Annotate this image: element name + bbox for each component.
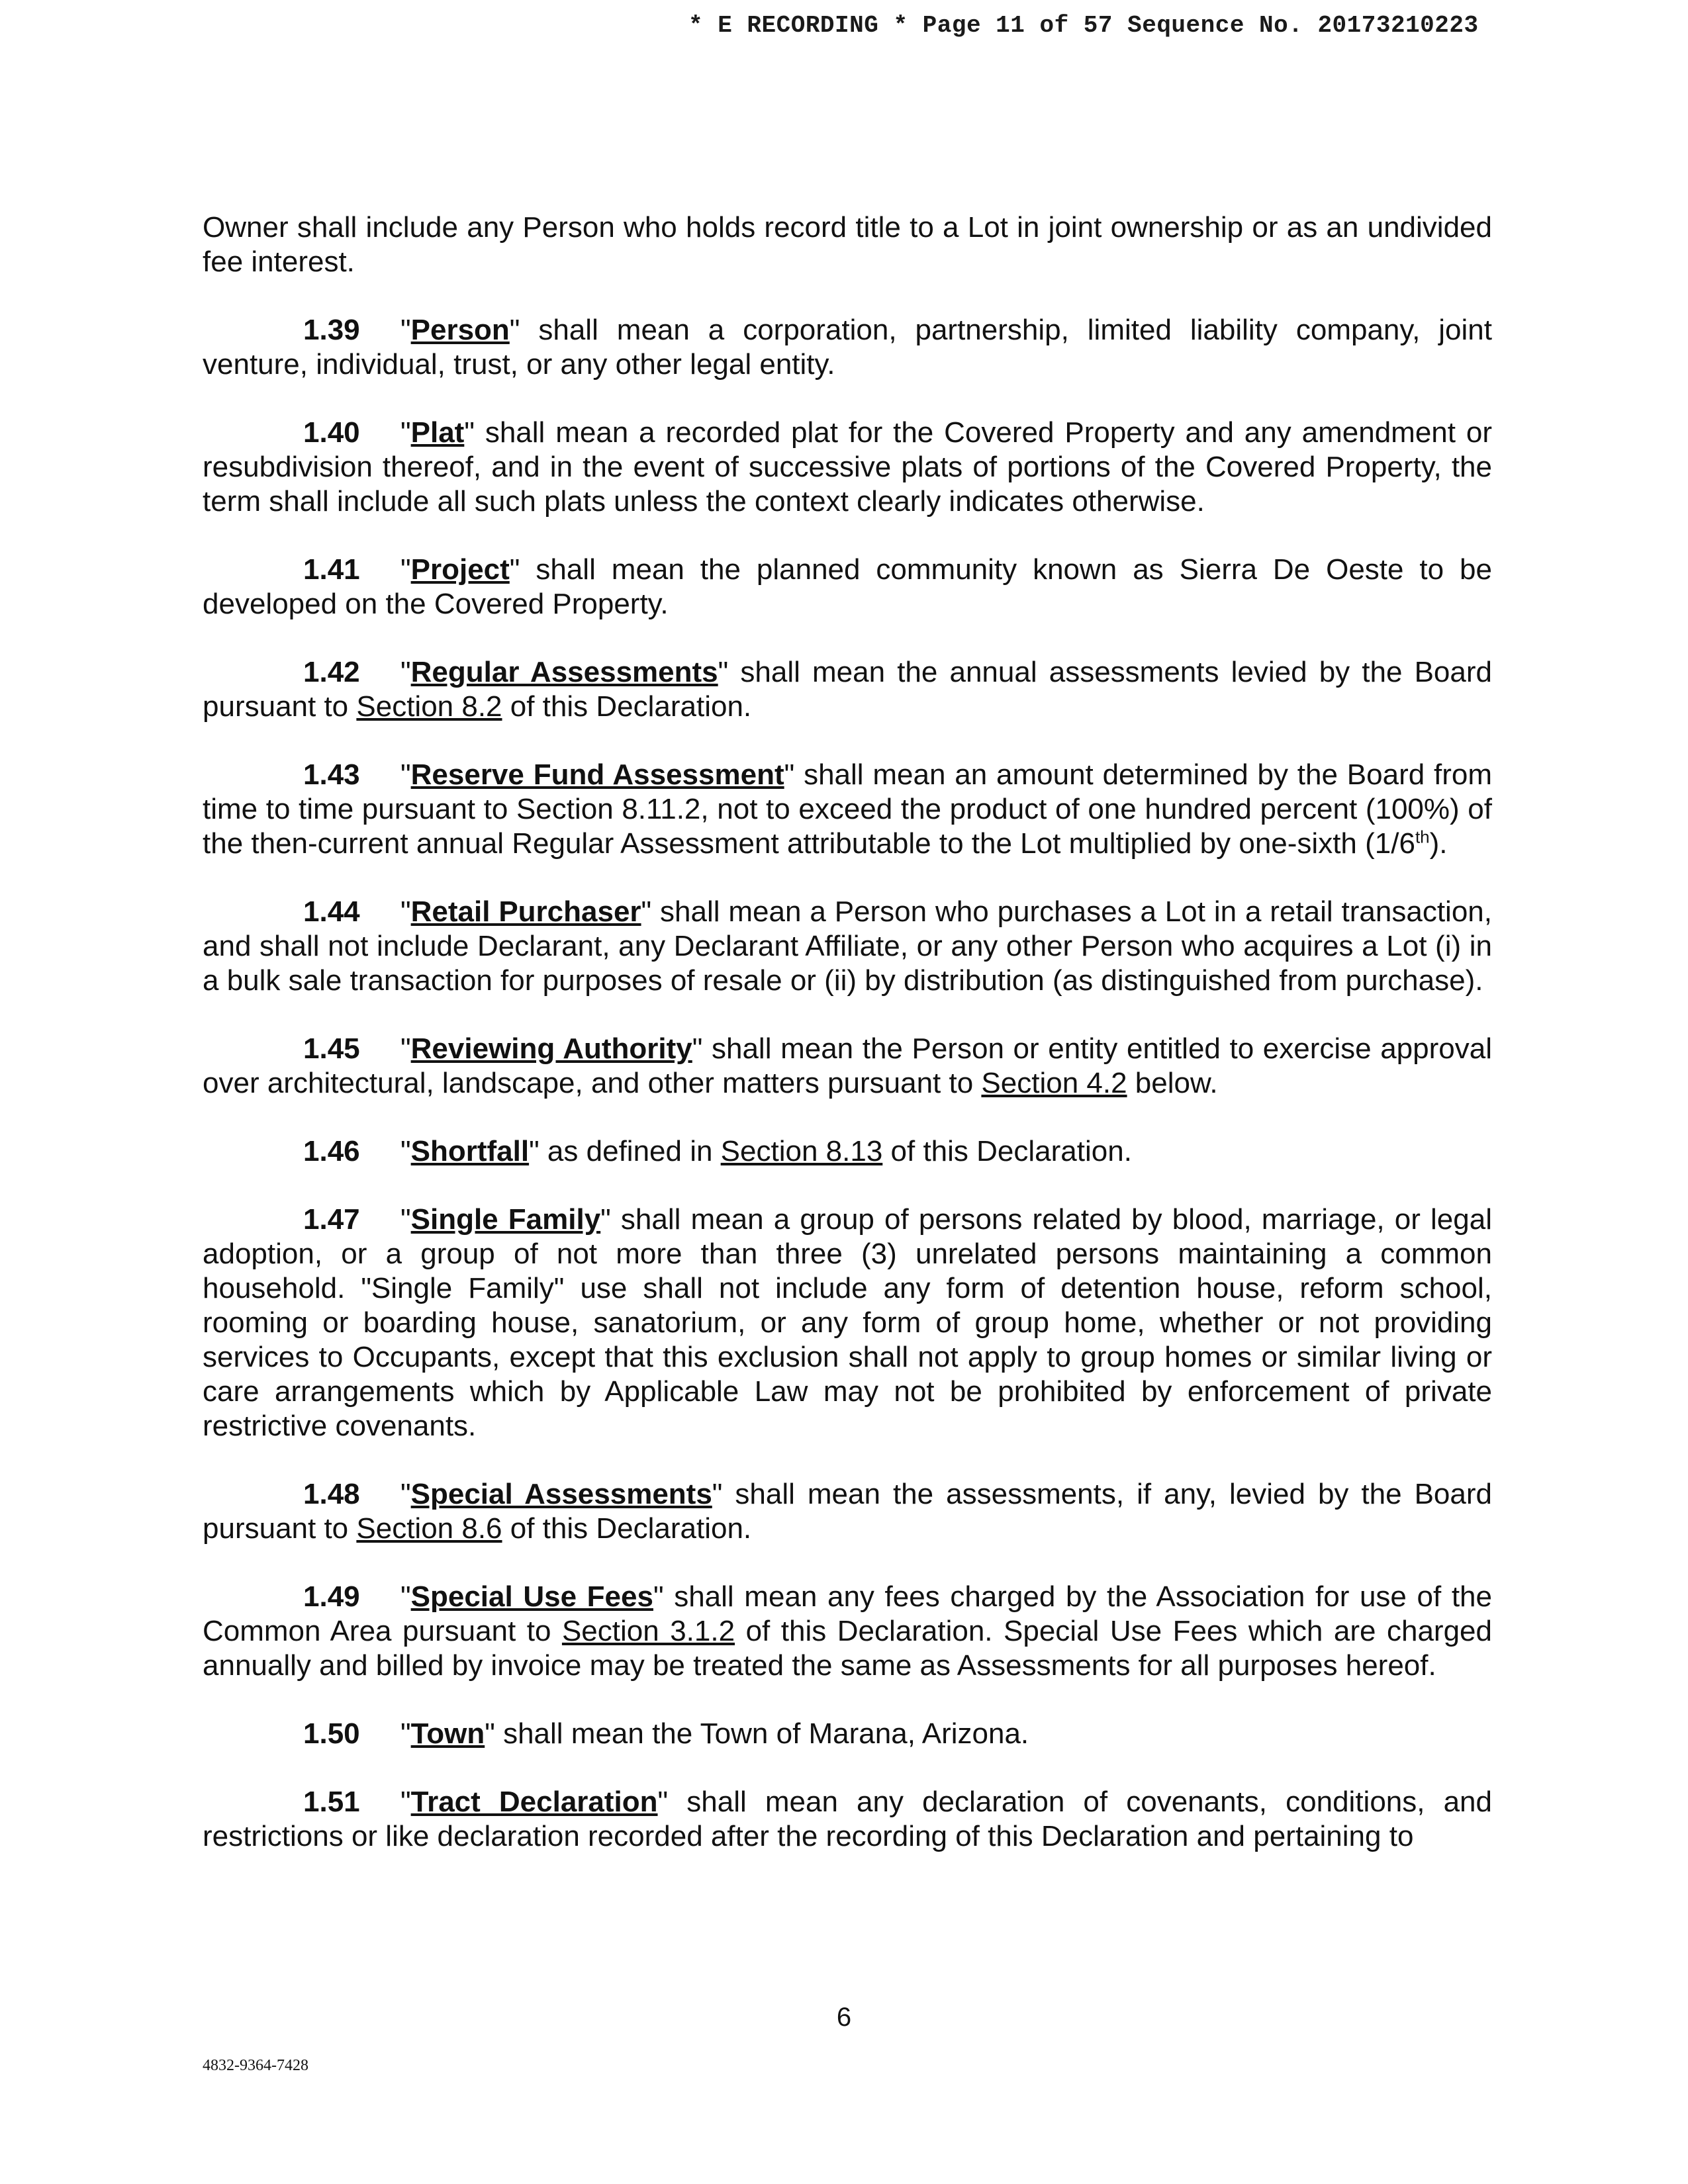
definition-text: shall mean a recorded plat for the Covered Property and any amendment or resubdivision thereof, and in the event of successive plats of portions of the Covered Property, the term shall include all such plats unless the context clearly indicates otherwise. <box>203 416 1492 518</box>
definition-text: shall mean the assessments, if any, levied by the Board pursuant to <box>203 1478 1492 1545</box>
section-number: 1.51 <box>303 1786 360 1818</box>
superscript: th <box>1415 827 1430 847</box>
definition-1-43: 1.43 "Reserve Fund Assessment" shall mean an amount determined by the Board from time to time pursuant to Section 8.11.2, not to exceed the product of one hundred percent (100%) of the then-current annual Regular Assessment attributable to the Lot multiplied by one-sixth (1/6th). <box>203 758 1493 860</box>
definition-text: shall mean a corporation, partnership, limited liability company, joint venture, individual, trust, or any other legal entity. <box>203 314 1492 381</box>
defined-term: Regular Assessments <box>410 656 718 688</box>
definition-text: shall mean any declaration of covenants, conditions, and restrictions or like declaration recorded after the recording of this Declaration and pertaining to <box>203 1786 1492 1852</box>
definition-text: shall mean the Town of Marana, Arizona. <box>494 1717 1029 1750</box>
section-number: 1.44 <box>303 895 360 928</box>
defined-term: Single Family <box>410 1203 601 1236</box>
defined-term: Plat <box>410 416 465 449</box>
section-reference: Section 3.1.2 <box>561 1615 735 1647</box>
definition-text-tail: of this Declaration. <box>882 1135 1132 1167</box>
defined-term: Reserve Fund Assessment <box>410 758 784 791</box>
definition-1-39: 1.39 "Person" shall mean a corporation, partnership, limited liability company, joint venture, individual, trust, or any other legal entity. <box>203 314 1492 381</box>
definition-1-45: 1.45 "Reviewing Authority" shall mean the Person or entity entitled to exercise approval over architectural, landscape, and other matters pursuant to Section 4.2 below. <box>203 1032 1492 1099</box>
continuation-paragraph: Owner shall include any Person who holds record title to a Lot in joint ownership or as an undivided fee interest. <box>203 211 1492 278</box>
section-number: 1.45 <box>303 1032 360 1065</box>
section-reference: Section 8.6 <box>356 1512 502 1545</box>
definition-text: shall mean any fees charged by the Association for use of the Common Area pursuant to <box>203 1580 1492 1647</box>
defined-term: Tract Declaration <box>410 1786 658 1818</box>
section-number: 1.40 <box>303 416 360 449</box>
recording-header: * E RECORDING * Page 11 of 57 Sequence No. 20173210223 <box>688 12 1479 39</box>
definition-text: shall mean the planned community known as Sierra De Oeste to be developed on the Covered Property. <box>203 553 1492 620</box>
section-number: 1.50 <box>303 1717 360 1750</box>
definition-text-tail: of this Declaration. <box>502 690 752 723</box>
definition-text-tail: of this Declaration. Special Use Fees which are charged annually and billed by invoice may be treated the same as Assessments for all purposes hereof. <box>203 1615 1492 1682</box>
document-id: 4832-9364-7428 <box>203 2057 308 2074</box>
definition-text: shall mean a Person who purchases a Lot in a retail transaction, and shall not include Declarant, any Declarant Affiliate, or any other Person who acquires a Lot (i) in a bulk sale transaction for purposes of resale or (ii) by distribution (as distinguished from purchase). <box>203 895 1492 997</box>
section-reference: Section 8.2 <box>356 690 502 723</box>
definition-text: shall mean a group of persons related by blood, marriage, or legal adoption, or a group of not more than three (3) unrelated persons maintaining a common household. "Single Family" use shall not include any form of detention house, reform school, rooming or boarding house, sanatorium, or any form of group home, whether or not providing services to Occupants, except that this exclusion shall not apply to group homes or similar living or care arrangements which by Applicable Law may not be prohibited by enforcement of private restrictive covenants. <box>203 1203 1492 1442</box>
section-reference: Section 8.13 <box>720 1135 883 1167</box>
definition-text: shall mean an amount determined by the Board from time to time pursuant to Section 8.11.2, not to exceed the product of one hundred percent (100%) of the then-current annual Regular Assessment attributable to the Lot multiplied by one-sixth (1/6 <box>203 758 1493 860</box>
section-number: 1.42 <box>303 656 360 688</box>
defined-term: Retail Purchaser <box>410 895 641 928</box>
document-body <box>203 210 1492 1888</box>
defined-term: Town <box>410 1717 485 1750</box>
defined-term: Project <box>410 553 510 586</box>
definition-1-41: 1.41 "Project" shall mean the planned community known as Sierra De Oeste to be developed on the Covered Property. <box>203 553 1492 620</box>
definition-1-49: 1.49 "Special Use Fees" shall mean any fees charged by the Association for use of the Common Area pursuant to Section 3.1.2 of this Declaration. Special Use Fees which are charged annually and billed by invoice may be treated the same as Assessments for all purposes hereof. <box>203 1580 1492 1682</box>
definition-1-42: 1.42 "Regular Assessments" shall mean the annual assessments levied by the Board pursuant to Section 8.2 of this Declaration. <box>203 656 1492 723</box>
definition-text: shall mean the Person or entity entitled to exercise approval over architectural, landscape, and other matters pursuant to <box>203 1032 1492 1099</box>
section-number: 1.39 <box>303 314 360 346</box>
definition-1-46: 1.46 "Shortfall" as defined in Section 8.13 of this Declaration. <box>303 1135 1132 1167</box>
defined-term: Person <box>410 314 510 346</box>
definition-text-tail: ). <box>1429 827 1448 860</box>
section-number: 1.48 <box>303 1478 360 1510</box>
definition-text: shall mean the annual assessments levied by the Board pursuant to <box>203 656 1492 723</box>
definition-text-tail: below. <box>1127 1067 1218 1099</box>
section-reference: Section 4.2 <box>981 1067 1127 1099</box>
definition-1-48: 1.48 "Special Assessments" shall mean the assessments, if any, levied by the Board pursuant to Section 8.6 of this Declaration. <box>203 1478 1492 1545</box>
definition-1-44: 1.44 "Retail Purchaser" shall mean a Person who purchases a Lot in a retail transaction, and shall not include Declarant, any Declarant Affiliate, or any other Person who acquires a Lot (i) in a bulk sale transaction for purposes of resale or (ii) by distribution (as distinguished from purchase). <box>203 895 1492 997</box>
section-number: 1.41 <box>303 553 360 586</box>
definition-text: as defined in <box>539 1135 721 1167</box>
definition-1-51: 1.51 "Tract Declaration" shall mean any declaration of covenants, conditions, and restrictions or like declaration recorded after the recording of this Declaration and pertaining to <box>203 1786 1492 1852</box>
definition-1-40: 1.40 "Plat" shall mean a recorded plat for the Covered Property and any amendment or resubdivision thereof, and in the event of successive plats of portions of the Covered Property, the term shall include all such plats unless the context clearly indicates otherwise. <box>203 416 1492 518</box>
section-number: 1.47 <box>303 1203 360 1236</box>
definition-text-tail: of this Declaration. <box>502 1512 752 1545</box>
section-number: 1.49 <box>303 1580 360 1613</box>
section-number: 1.43 <box>303 758 360 791</box>
definition-1-47: 1.47 "Single Family" shall mean a group of persons related by blood, marriage, or legal adoption, or a group of not more than three (3) unrelated persons maintaining a common household. "Single Family" use shall not include any form of detention house, reform school, rooming or boarding house, sanatorium, or any form of group home, whether or not providing services to Occupants, except that this exclusion shall not apply to group homes or similar living or care arrangements which by Applicable Law may not be prohibited by enforcement of private restrictive covenants. <box>203 1203 1492 1442</box>
defined-term: Special Use Fees <box>410 1580 653 1613</box>
defined-term: Shortfall <box>410 1135 530 1167</box>
definition-1-50: 1.50 "Town" shall mean the Town of Marana, Arizona. <box>303 1717 1029 1750</box>
defined-term: Special Assessments <box>410 1478 712 1510</box>
defined-term: Reviewing Authority <box>410 1032 692 1065</box>
page-number: 6 <box>836 2003 852 2032</box>
section-number: 1.46 <box>303 1135 360 1167</box>
